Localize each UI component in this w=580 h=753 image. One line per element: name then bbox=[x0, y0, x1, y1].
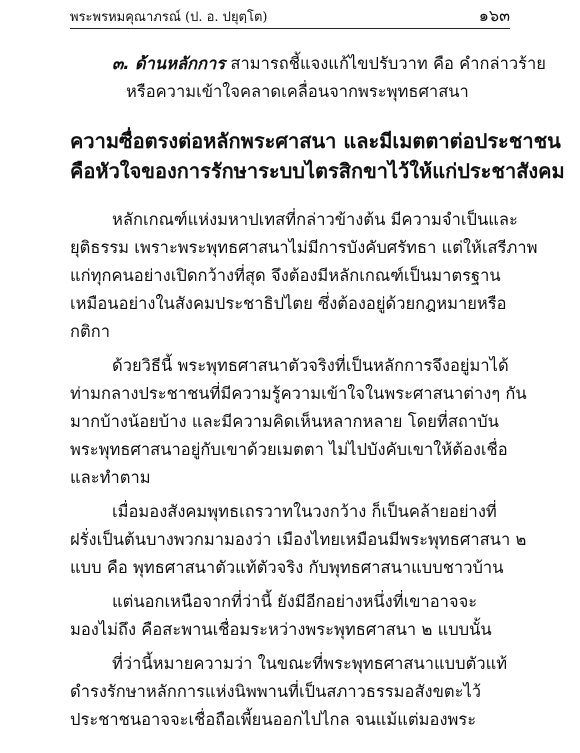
paragraph-line: แก่ทุกคนอย่างเปิดกว้างที่สุด จึงต้องมีหลักเกณฑ์เป็นมาตรฐาน bbox=[70, 266, 501, 285]
paragraph-line: ด้วยวิธีนี้ พระพุทธศาสนาตัวจริงที่เป็นหลักการจึงอยู่มาได้ bbox=[112, 356, 509, 375]
paragraph-line: ฝรั่งเป็นต้นบางพวกมามองว่า เมืองไทยเหมือนมีพระพุทธศาสนา ๒ bbox=[70, 530, 527, 549]
paragraph-4 bbox=[70, 588, 510, 644]
running-header-title: พระพรหมคุณาภรณ์ (ป. อ. ปยุตฺโต) bbox=[70, 10, 268, 25]
paragraph-line: และทำตาม bbox=[70, 468, 151, 487]
paragraph-line: ดำรงรักษาหลักการแห่งนิพพานที่เป็นสภาวธรรมอสังขตะไว้ bbox=[70, 682, 482, 701]
list-item-number: ๓. bbox=[112, 54, 130, 73]
paragraph-2 bbox=[70, 352, 527, 492]
header-rule bbox=[70, 28, 510, 29]
paragraph-line: ประชาชนอาจจะเชื่อถือเพี้ยนออกไปไกล จนแม้แต่มองพระ bbox=[70, 710, 477, 729]
page-number: ๑๖๓ bbox=[478, 6, 510, 25]
paragraph-3 bbox=[70, 498, 527, 582]
page-body bbox=[70, 50, 565, 734]
paragraph-line: หลักเกณฑ์แห่งมหาปเทสที่กล่าวข้างต้น มีความจำเป็นและ bbox=[112, 210, 518, 229]
paragraph-5 bbox=[70, 650, 510, 734]
paragraph-line: แบบ คือ พุทธศาสนาตัวแท้ตัวจริง กับพุทธศาสนาแบบชาวบ้าน bbox=[70, 558, 504, 577]
paragraph-1 bbox=[70, 206, 538, 346]
paragraph-line: เหมือนอย่างในสังคมประชาธิปไตย ซึ่งต้องอยู่ด้วยกฎหมายหรือ bbox=[70, 294, 507, 313]
paragraph-line: แต่นอกเหนือจากที่ว่านี้ ยังมีอีกอย่างหนึ่งที่เขาอาจจะ bbox=[112, 592, 478, 611]
paragraph-line: มองไม่ถึง คือสะพานเชื่อมระหว่างพระพุทธศาสนา ๒ แบบนั้น bbox=[70, 620, 492, 639]
list-item-text: สามารถชี้แจงแก้ไขปรับวาท คือ คำกล่าวร้าย bbox=[225, 54, 546, 73]
paragraph-line: ยุติธรรม เพราะพระพุทธศาสนาไม่มีการบังคับศรัทธา แต่ให้เสรีภาพ bbox=[70, 238, 538, 257]
list-item-heading: ด้านหลักการ bbox=[134, 54, 226, 73]
list-item-3-line-2: หรือความเข้าใจคลาดเคลื่อนจากพระพุทธศาสนา bbox=[126, 82, 469, 101]
paragraph-line: ท่ามกลางประชาชนที่มีความรู้ความเข้าใจในพระศาสนาต่างๆ กัน bbox=[70, 384, 527, 403]
section-title-line-1: ความซื่อตรงต่อหลักพระศาสนา และมีเมตตาต่อประชาชน bbox=[70, 129, 561, 153]
page-header bbox=[70, 6, 510, 28]
paragraph-line: เมื่อมองสังคมพุทธเถรวาทในวงกว้าง ก็เป็นคล้ายอย่างที่ bbox=[112, 502, 497, 521]
paragraph-line: ที่ว่านี้หมายความว่า ในขณะที่พระพุทธศาสนาแบบตัวแท้ bbox=[112, 654, 508, 673]
list-item-3-line-1 bbox=[70, 50, 546, 78]
section-title-line-2: คือหัวใจของการรักษาระบบไตรสิกขาไว้ให้แก่ประชาสังคม bbox=[70, 159, 565, 183]
paragraph-line: พระพุทธศาสนาอยู่กับเขาด้วยเมตตา ไม่ไปบังคับเขาให้ต้องเชื่อ bbox=[70, 440, 508, 459]
paragraph-line: กติกา bbox=[70, 322, 110, 341]
paragraph-line: มากบ้างน้อยบ้าง และมีความคิดเห็นหลากหลาย โดยที่สถาบัน bbox=[70, 412, 499, 431]
